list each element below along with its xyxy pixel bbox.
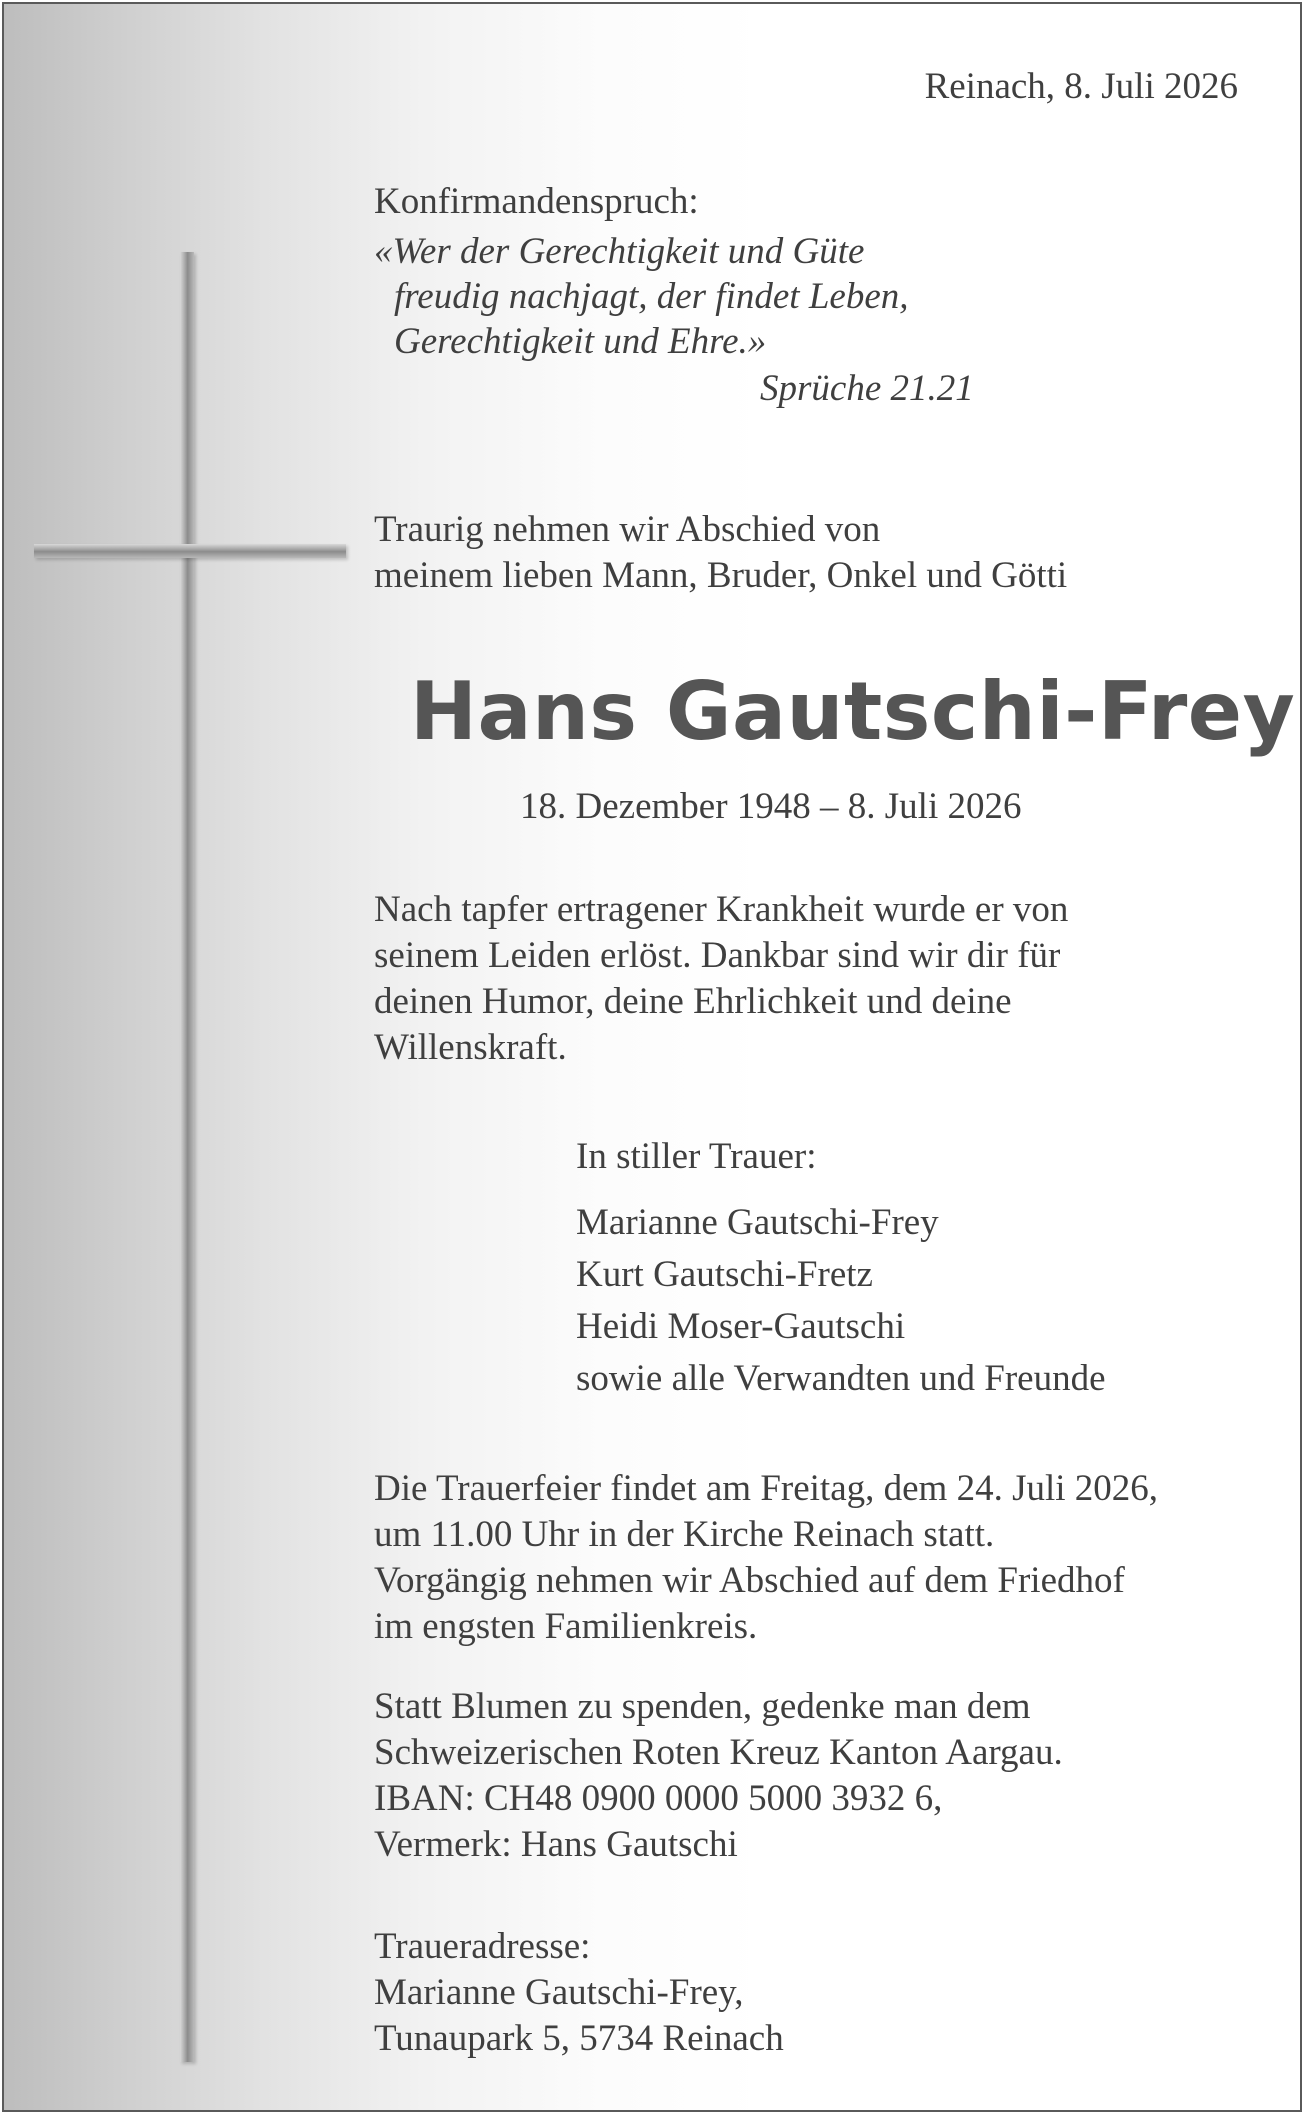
verse-line: freudig nachjagt, der findet Leben, <box>394 276 909 317</box>
verse-line: «Wer der Gerechtigkeit und Güte <box>374 231 865 272</box>
intro-line: Traurig nehmen wir Abschied von <box>374 509 881 550</box>
mourner: Kurt Gautschi-Fretz <box>576 1254 873 1295</box>
tribute-line: seinem Leiden erlöst. Dankbar sind wir dir für <box>374 935 1061 976</box>
service-line: um 11.00 Uhr in der Kirche Reinach statt. <box>374 1514 995 1555</box>
mourner: Marianne Gautschi-Frey <box>576 1202 939 1243</box>
tribute-line: deinen Humor, deine Ehrlichkeit und deine <box>374 981 1012 1022</box>
verse-line: Gerechtigkeit und Ehre.» <box>394 321 767 362</box>
service-line: im engsten Familienkreis. <box>374 1606 758 1647</box>
cross-bar <box>34 544 346 558</box>
address-line: Marianne Gautschi-Frey, <box>374 1972 744 2013</box>
tribute-line: Willenskraft. <box>374 1027 567 1068</box>
mourners-label: In stiller Trauer: <box>576 1136 817 1177</box>
verse-label: Konfirmandenspruch: <box>374 181 699 222</box>
address-line: Tunaupark 5, 5734 Reinach <box>374 2018 784 2059</box>
cross-icon <box>180 252 194 2062</box>
obituary-notice <box>2 2 1302 2112</box>
donation-line: IBAN: CH48 0900 0000 5000 3932 6, <box>374 1778 943 1819</box>
address-label: Traueradresse: <box>374 1926 591 1967</box>
intro-line: meinem lieben Mann, Bruder, Onkel und Götti <box>374 555 1068 596</box>
mourner: Heidi Moser-Gautschi <box>576 1306 906 1347</box>
mourner: sowie alle Verwandten und Freunde <box>576 1358 1106 1399</box>
mourners-list <box>576 1200 1106 1408</box>
verse-reference: Sprüche 21.21 <box>760 368 974 409</box>
donation-line: Schweizerischen Roten Kreuz Kanton Aargau. <box>374 1732 1063 1773</box>
service-line: Die Trauerfeier findet am Freitag, dem 24. Juli 2026, <box>374 1468 1159 1509</box>
deceased-name: Hans Gautschi-Frey <box>410 665 1296 758</box>
life-dates: 18. Dezember 1948 – 8. Juli 2026 <box>520 786 1022 827</box>
place-date: Reinach, 8. Juli 2026 <box>924 66 1238 107</box>
tribute-line: Nach tapfer ertragener Krankheit wurde er von <box>374 889 1069 930</box>
service-line: Vorgängig nehmen wir Abschied auf dem Friedhof <box>374 1560 1125 1601</box>
donation-line: Vermerk: Hans Gautschi <box>374 1824 738 1865</box>
donation-line: Statt Blumen zu spenden, gedenke man dem <box>374 1686 1031 1727</box>
